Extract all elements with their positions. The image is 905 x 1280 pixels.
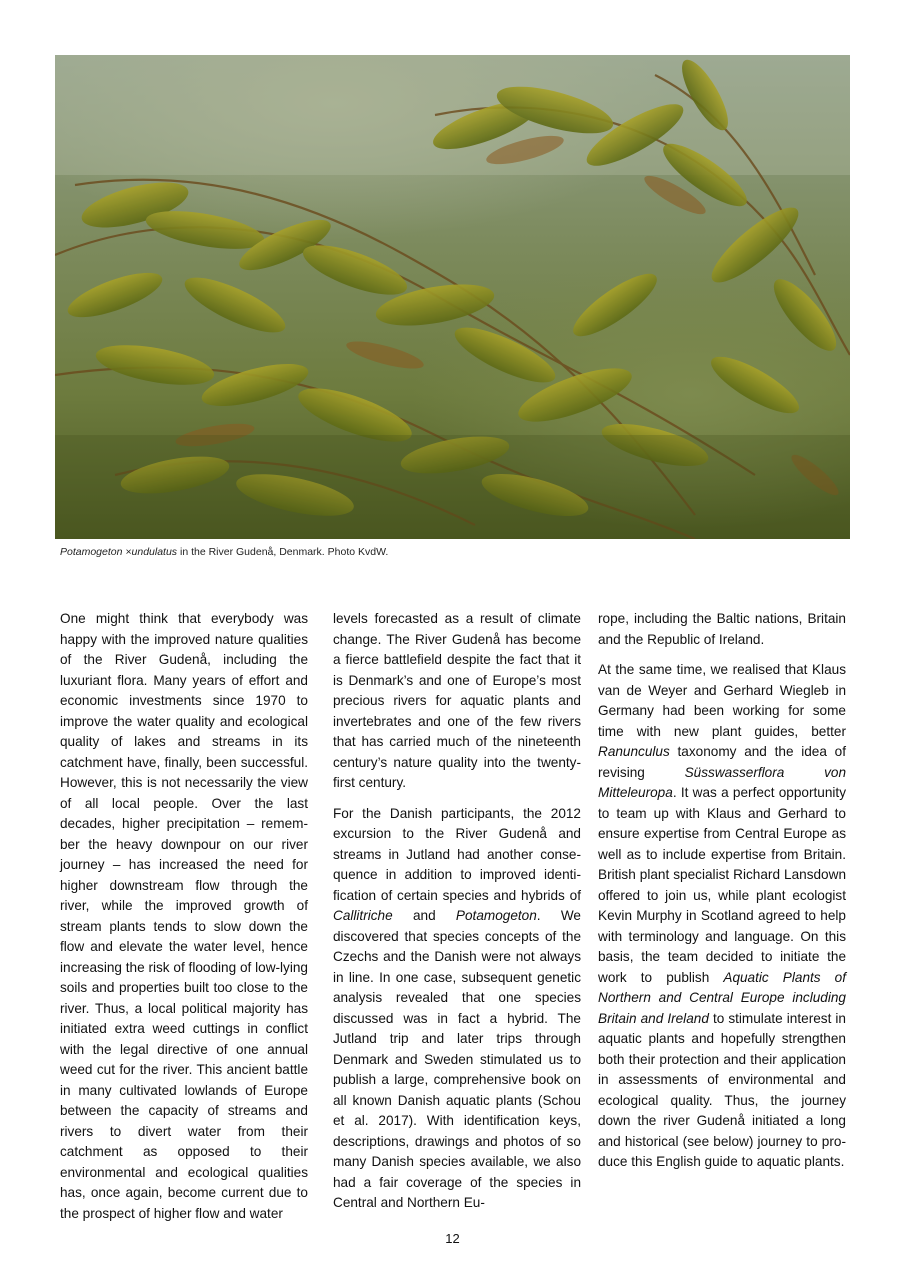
genus-potamogeton: Potamogeton [455, 908, 537, 923]
col3-paragraph-2 [598, 660, 846, 1173]
col3-paragraph-1: rope, including the Baltic nations, Britain and the Republic of Ireland. [598, 611, 846, 647]
col2-paragraph-2 [333, 804, 581, 1214]
genus-ranunculus: Ranunculus [598, 744, 670, 759]
book-title-susswasserflora: Süsswasserflora von Mitteleuropa [598, 764, 847, 800]
col3-p2-text-a: At the same time, we realised that Klaus van de Weyer and Gerhard Wiegleb in Germany had been working for some time with new plant guides, better [598, 662, 846, 739]
caption-text: in the River Gudenå, Denmark. Photo KvdW. [177, 546, 389, 558]
col3-p2-text-c: . It was a perfect opportunity to team up with Klaus and Gerhard to ensure expertise from Central Europe as well as to include expertise from Britain. British plant specialist Richard Lansdown offered to join us, while plant ecologist Kevin Murphy in Scotland agreed to help with terminology and language. On this basis, the team decided to initiate the work to publish [598, 785, 846, 985]
book-title-aquatic-plants: Aquatic Plants of Northern and Central Europe including Britain and Ireland [598, 969, 847, 1026]
col2-paragraph-1: levels forecasted as a result of climate change. The River Gudenå has become a fierce battlefield despite the fact that it is Denmark’s and one of Europe’s most precious rivers for aquatic plants and invertebrates and one of the few rivers that has carried much of the nineteenth century’s nature quality into the twenty-first century. [333, 611, 581, 790]
col3-p2-text-d: to stimulate interest in aquatic plants and hopefully strengthen both their protection and their application in assessments of environmental and ecological quality. Thus, the journey down the river Gudenå initiated a long and historical (see below) journey to produce this English guide to aquatic plants. [598, 1010, 846, 1169]
col2-p2-text-c: . We discovered that species concepts of the Czechs and the Danish were not always in line. In one case, subsequent genetic analysis revealed that one species discussed was in fact a hybrid. The Jutland trip and later trips through Denmark and Sweden stimulated us to publish a large, comprehensive book on all known Danish aquatic plants (Schou et al. 2017). With identification keys, descriptions, drawings and photos of so many Danish species available, we also had a fair coverage of the species in Central and Northern Eu- [333, 908, 581, 1210]
col1-paragraph-1: One might think that everybody was happy with the improved nature qualities of the River Gudenå, including the luxuriant flora. Many years of effort and economic investments since 1970 to improve the water quality and ecological quality of lakes and streams in its catchment have, finally, been successful. However, this is not necessarily the view of all local people. Over the last decades, higher precipitation – remember the heavy downpour on our river journey – has increased the need for higher downstream flow through the river, while the improved growth of stream plants tends to slow down the flow and elevate the water level, hence increasing the risk of flooding of low-lying soils and properties built too close to the river. Thus, a local political majority has initiated extra weed cuttings in conflict with the legal directive of one annual weed cut for the river. This ancient battle in many cultivated lowlands of Europe between the capacity of streams and rivers to divert water from their catchment as opposed to their environmental and ecological qualities has, once again, become current due to the prospect of higher flow and water [60, 611, 308, 1221]
column-2 [333, 609, 581, 1224]
col3-p2-text-b: taxonomy and the idea of revising [598, 744, 846, 780]
col2-p2-text-a: For the Danish participants, the 2012 excursion to the River Gudenå and streams in Jutland had another consequence in addition to improved identification of certain species and hybrids of [333, 805, 581, 903]
river-plant-photo [55, 55, 850, 539]
col2-p2-text-b: and [392, 908, 456, 923]
aquatic-plant-illustration [55, 55, 850, 539]
photo-caption [60, 545, 850, 559]
genus-callitriche: Callitriche [333, 908, 393, 923]
column-3 [598, 609, 846, 1183]
column-1 [60, 609, 308, 1234]
page-number: 12 [445, 1231, 460, 1246]
caption-species: Potamogeton ×undulatus [60, 546, 178, 558]
